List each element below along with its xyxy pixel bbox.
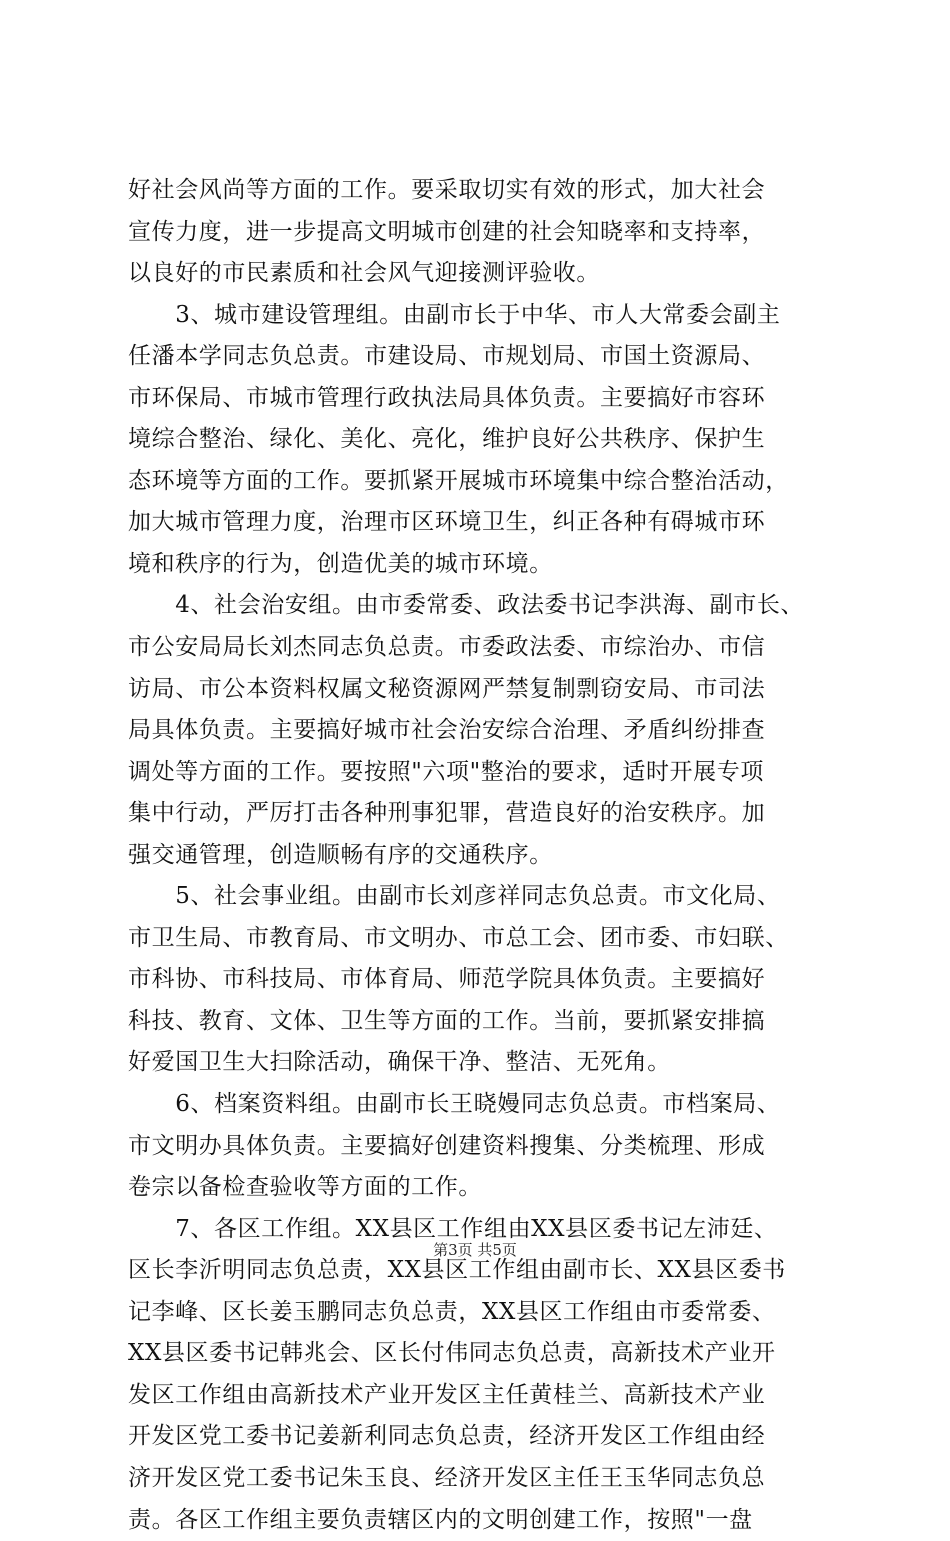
text-line: 开发区党工委书记姜新利同志负总责，经济开发区工作组由经	[128, 1416, 836, 1458]
text-line: 宣传力度，进一步提高文明城市创建的社会知晓率和支持率，	[128, 212, 836, 254]
text-line: 6、档案资料组。由副市长王晓嫚同志负总责。市档案局、	[128, 1084, 836, 1126]
text-line: 集中行动，严厉打击各种刑事犯罪，营造良好的治安秩序。加	[128, 793, 836, 835]
text-line: 3、城市建设管理组。由副市长于中华、市人大常委会副主	[128, 295, 836, 337]
text-line: 科技、教育、文体、卫生等方面的工作。当前，要抓紧安排搞	[128, 1001, 836, 1043]
text-line: 卷宗以备检查验收等方面的工作。	[128, 1167, 836, 1209]
text-line: 责。各区工作组主要负责辖区内的文明创建工作，按照"一盘	[128, 1500, 836, 1541]
page-footer: 第3页 共5页	[0, 1240, 950, 1260]
text-line: 境综合整治、绿化、美化、亮化，维护良好公共秩序、保护生	[128, 419, 836, 461]
text-line: 境和秩序的行为，创造优美的城市环境。	[128, 544, 836, 586]
text-line: 4、社会治安组。由市委常委、政法委书记李洪海、副市长、	[128, 585, 836, 627]
text-line: 强交通管理，创造顺畅有序的交通秩序。	[128, 835, 836, 877]
text-line: 以良好的市民素质和社会风气迎接测评验收。	[128, 253, 836, 295]
text-line: 5、社会事业组。由副市长刘彦祥同志负总责。市文化局、	[128, 876, 836, 918]
text-line: 记李峰、区长姜玉鹏同志负总责，XX县区工作组由市委常委、	[128, 1292, 836, 1334]
text-line: 态环境等方面的工作。要抓紧开展城市环境集中综合整治活动，	[128, 461, 836, 503]
text-line: XX县区委书记韩兆会、区长付伟同志负总责，高新技术产业开	[128, 1333, 836, 1375]
text-line: 7、各区工作组。XX县区工作组由XX县区委书记左沛廷、	[128, 1209, 836, 1251]
text-line: 调处等方面的工作。要按照"六项"整治的要求，适时开展专项	[128, 752, 836, 794]
text-line: 市环保局、市城市管理行政执法局具体负责。主要搞好市容环	[128, 378, 836, 420]
text-line: 发区工作组由高新技术产业开发区主任黄桂兰、高新技术产业	[128, 1375, 836, 1417]
text-line: 市科协、市科技局、市体育局、师范学院具体负责。主要搞好	[128, 959, 836, 1001]
text-line: 好社会风尚等方面的工作。要采取切实有效的形式，加大社会	[128, 170, 836, 212]
text-line: 局具体负责。主要搞好城市社会治安综合治理、矛盾纠纷排查	[128, 710, 836, 752]
text-line: 市卫生局、市教育局、市文明办、市总工会、团市委、市妇联、	[128, 918, 836, 960]
text-line: 济开发区党工委书记朱玉良、经济开发区主任王玉华同志负总	[128, 1458, 836, 1500]
text-line: 加大城市管理力度，治理市区环境卫生，纠正各种有碍城市环	[128, 502, 836, 544]
body-text	[128, 170, 836, 1541]
text-line: 市文明办具体负责。主要搞好创建资料搜集、分类梳理、形成	[128, 1126, 836, 1168]
text-line: 好爱国卫生大扫除活动，确保干净、整洁、无死角。	[128, 1042, 836, 1084]
text-line: 任潘本学同志负总责。市建设局、市规划局、市国土资源局、	[128, 336, 836, 378]
text-line: 区长李沂明同志负总责，XX县区工作组由副市长、XX县区委书	[128, 1250, 836, 1292]
text-line: 市公安局局长刘杰同志负总责。市委政法委、市综治办、市信	[128, 627, 836, 669]
text-line: 访局、市公本资料权属文秘资源网严禁复制剽窃安局、市司法	[128, 669, 836, 711]
